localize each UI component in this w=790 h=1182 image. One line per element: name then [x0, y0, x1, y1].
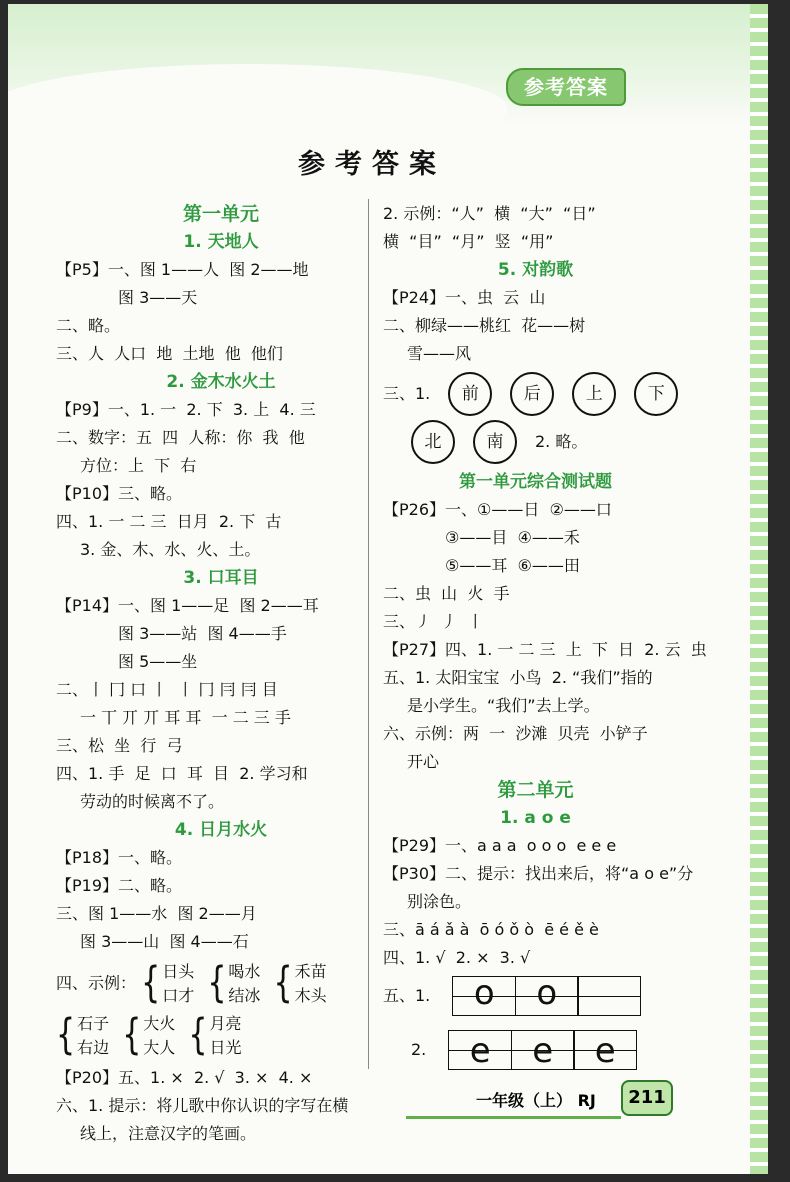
answer-line: 图 5——坐	[118, 652, 198, 671]
unit-heading: 第一单元	[182, 203, 259, 225]
grid-row	[383, 972, 688, 1020]
word: 日头	[162, 962, 195, 981]
item-label: 三、1.	[383, 384, 431, 403]
answer-line: 雪——风	[407, 344, 472, 363]
answer-line: 【P9】一、1. 一 2. 下 3. 上 4. 三	[56, 400, 316, 419]
answer-line: 三、ā á ǎ à ō ó ǒ ò ē é ě è	[383, 920, 599, 939]
circle-row	[383, 372, 688, 416]
answer-line: 一 丅 丌 丌 耳 耳 一 二 三 手	[80, 708, 291, 727]
word: 木头	[294, 986, 327, 1005]
answer-line: 【P30】二、提示：找出来后，将“a o e”分	[383, 864, 694, 883]
writing-grid	[448, 1030, 636, 1070]
grid-cell	[448, 1030, 512, 1070]
circled-char: 上	[572, 372, 616, 416]
page-number: 211	[621, 1080, 673, 1116]
answer-line: 【P18】一、略。	[56, 848, 183, 867]
word: 石子	[77, 1014, 110, 1033]
cell-letter: e	[469, 1031, 491, 1071]
answer-line: 二、丨 冂 口 丨 丨 冂 冃 冃 目	[56, 680, 278, 699]
page-edge-strip	[750, 4, 768, 1174]
word-group: { 喝水 结冰	[207, 958, 261, 1008]
item-label: 五、1.	[383, 986, 431, 1005]
word: 喝水	[228, 962, 261, 981]
cell-letter: o	[473, 973, 495, 1013]
circled-char: 后	[510, 372, 554, 416]
banner-wave	[8, 64, 508, 154]
cell-letter: e	[594, 1031, 616, 1071]
page	[8, 4, 768, 1174]
answer-line: 【P14】一、图 1——足 图 2——耳	[56, 596, 319, 615]
example-row	[56, 960, 386, 1008]
answer-line: 【P10】三、略。	[56, 484, 183, 503]
word: 结冰	[228, 986, 261, 1005]
cell-letter: e	[532, 1031, 554, 1071]
page-title: 参考答案	[298, 149, 446, 180]
answer-line: 三、图 1——水 图 2——月	[56, 904, 257, 923]
word: 大人	[143, 1038, 176, 1057]
answer-line: 【P20】五、1. × 2. √ 3. × 4. ×	[56, 1068, 313, 1087]
word-group: { 禾苗 木头	[273, 958, 327, 1008]
answer-line: 四、1. 一 二 三 日月 2. 下 古	[56, 512, 282, 531]
answer-line: 【P29】一、a a a o o o e e e	[383, 836, 617, 855]
answer-line: 二、略。	[56, 316, 121, 335]
test-heading: 第一单元综合测试题	[459, 472, 612, 492]
answer-line: 图 3——山 图 4——石	[80, 932, 249, 951]
answer-line: 三、松 坐 行 弓	[56, 736, 183, 755]
item-text: 2. 略。	[535, 432, 588, 451]
word-group: { 石子 右边	[56, 1010, 110, 1060]
footer-bar	[406, 1116, 621, 1119]
answer-line: 【P27】四、1. 一 二 三 上 下 日 2. 云 虫	[383, 640, 707, 659]
answer-line: 图 3——站 图 4——手	[118, 624, 287, 643]
circled-char: 南	[473, 420, 517, 464]
answer-line: 三、人 人口 地 土地 他 他们	[56, 344, 283, 363]
writing-grid	[452, 973, 640, 1016]
word: 日光	[209, 1038, 242, 1057]
answer-line: 三、㇓ 丿 丨	[383, 612, 484, 631]
grid-cell	[511, 1030, 575, 1070]
example-row	[56, 1012, 386, 1060]
answer-line: 四、1. √ 2. × 3. √	[383, 948, 531, 967]
word-group: { 大火 大人	[122, 1010, 176, 1060]
lesson-heading: 2. 金木水火土	[166, 372, 276, 392]
circle-row	[383, 420, 688, 464]
answer-line: ③——目 ④——禾	[445, 528, 580, 547]
circled-char: 北	[411, 420, 455, 464]
answer-line: 是小学生。“我们”去上学。	[407, 696, 600, 715]
answer-line: 五、1. 太阳宝宝 小鸟 2. “我们”指的	[383, 668, 653, 687]
answer-line: 六、1. 提示：将儿歌中你认识的字写在横	[56, 1096, 349, 1115]
answer-line: 二、数字：五 四 人称：你 我 他	[56, 428, 305, 447]
unit-heading: 第二单元	[497, 779, 574, 801]
grid-cell	[573, 1030, 637, 1070]
answer-line: 【P5】一、图 1——人 图 2——地	[56, 260, 309, 279]
grid-cell	[452, 973, 516, 1016]
answer-line: 二、柳绿——桃红 花——树	[383, 316, 586, 335]
grid-cell	[577, 976, 641, 1016]
header-tag: 参考答案	[506, 68, 626, 106]
answer-line: 六、示例：两 一 沙滩 贝壳 小铲子	[383, 724, 648, 743]
circled-char: 前	[448, 372, 492, 416]
answer-line: 【P26】一、①——日 ②——口	[383, 500, 612, 519]
answer-line: 横 “目” “月” 竖 “用”	[383, 232, 554, 251]
lesson-heading: 1. 天地人	[183, 232, 259, 252]
word-group: { 月亮 日光	[188, 1010, 242, 1060]
word: 右边	[77, 1038, 110, 1057]
answer-line: 图 3——天	[118, 288, 198, 307]
answer-line: 劳动的时候离不了。	[80, 792, 225, 811]
cell-letter: o	[536, 973, 558, 1013]
answer-line: 别涂色。	[407, 892, 472, 911]
grade-label: 一年级（上） RJ	[476, 1091, 596, 1110]
lesson-heading: 3. 口耳目	[183, 568, 259, 588]
header-banner	[8, 4, 768, 124]
answer-line: 开心	[407, 752, 440, 771]
lesson-heading: 1. a o e	[500, 808, 571, 828]
word: 口才	[162, 986, 195, 1005]
answer-line: 线上，注意汉字的笔画。	[80, 1124, 257, 1143]
lesson-heading: 4. 日月水火	[174, 820, 268, 840]
word-group: { 日头 口才	[141, 958, 195, 1008]
word: 禾苗	[294, 962, 327, 981]
lesson-heading: 5. 对韵歌	[497, 260, 574, 280]
right-column	[383, 200, 707, 1074]
word: 月亮	[209, 1014, 242, 1033]
grid-cell	[515, 973, 579, 1016]
answer-line: 2. 示例：“人” 横 “大” “日”	[383, 204, 596, 223]
answer-line: 【P24】一、虫 云 山	[383, 288, 546, 307]
left-column	[56, 200, 386, 1148]
page-footer	[406, 1078, 766, 1122]
answer-line: 方位：上 下 右	[80, 456, 197, 475]
answer-line: 四、1. 手 足 口 耳 目 2. 学习和	[56, 764, 308, 783]
answer-line: 【P19】二、略。	[56, 876, 183, 895]
answer-line: 二、虫 山 火 手	[383, 584, 510, 603]
grid-row	[383, 1026, 688, 1074]
answer-line: 3. 金、木、水、火、土。	[80, 540, 261, 559]
circled-char: 下	[634, 372, 678, 416]
answer-line: ⑤——耳 ⑥——田	[445, 556, 580, 575]
item-label: 2.	[411, 1040, 427, 1059]
word: 大火	[143, 1014, 176, 1033]
example-label: 四、示例：	[56, 973, 137, 993]
